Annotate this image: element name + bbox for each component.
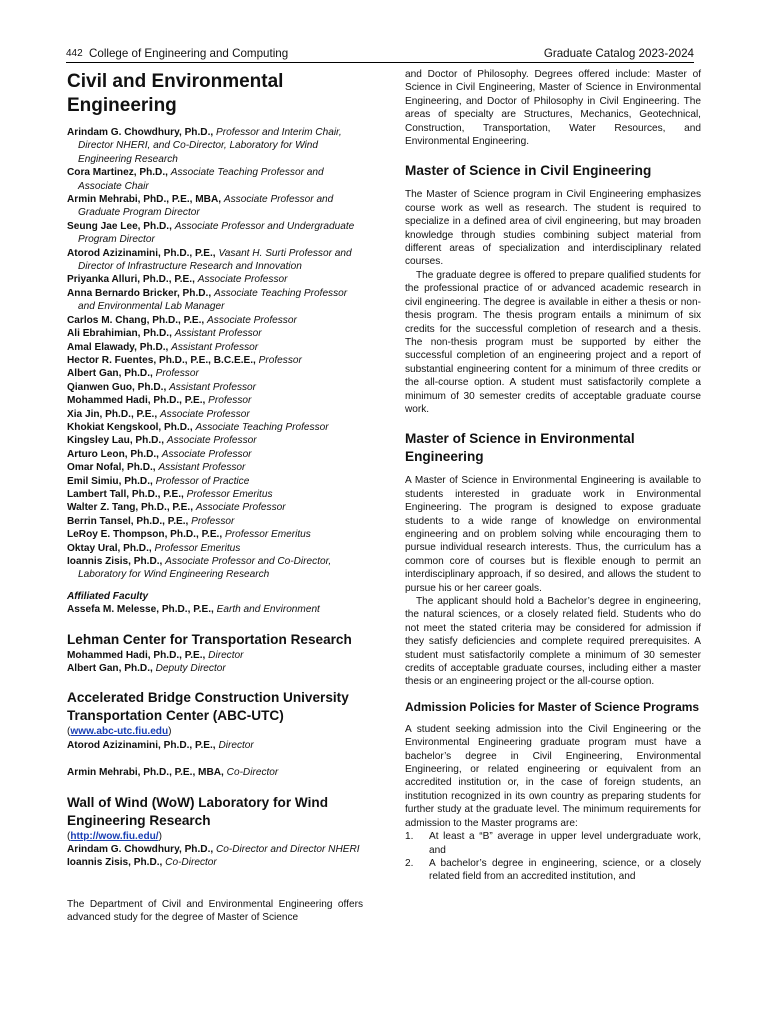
faculty-entry: [67, 381, 363, 394]
department-intro-continued: and Doctor of Philosophy. Degrees offered include: Master of Science in Civil Engineering, Master of Science in Environmental Engineering, and Doctor of Philosophy in Civil Engineering. The areas of specialty are Structures, Mechanics, Geotechnical, Construction, Transportation, Water Resources, and Environmental Engineering.: [405, 69, 701, 148]
faculty-entry: [67, 354, 363, 367]
faculty-entry: [67, 421, 363, 434]
member-role: Professor: [258, 354, 302, 366]
member-role: Professor Emeritus: [186, 488, 273, 500]
member-role: Associate Professor and Graduate Program Director: [78, 194, 334, 219]
member-role: Co-Director: [165, 857, 217, 869]
member-role: Assistant Professor: [169, 381, 257, 393]
member-role: Associate Professor: [161, 448, 252, 460]
member-name: Albert Gan, Ph.D.,: [67, 663, 153, 675]
member-role: Assistant Professor: [158, 462, 246, 474]
faculty-entry: [67, 856, 363, 869]
member-name: Cora Martinez, Ph.D.,: [67, 167, 168, 179]
wow-link[interactable]: http://wow.fiu.edu/: [70, 830, 159, 842]
admission-heading: Admission Policies for Master of Science Programs: [405, 699, 700, 714]
lehman-people: [67, 649, 363, 676]
faculty-entry: [67, 434, 363, 447]
member-role: Professor Emeritus: [224, 529, 311, 541]
member-name: Priyanka Alluri, Ph.D., P.E.,: [67, 274, 195, 286]
member-name: Amal Elawady, Ph.D.,: [67, 341, 169, 353]
member-name: Mohammed Hadi, Ph.D., P.E.,: [67, 395, 206, 407]
member-role: Co-Director and Director NHERI: [216, 844, 360, 856]
member-name: Mohammed Hadi, Ph.D., P.E.,: [67, 649, 206, 661]
msee-heading: Master of Science in Environmental Engineering: [405, 431, 635, 465]
catalog-title: Graduate Catalog 2023-2024: [543, 47, 694, 60]
faculty-entry: [67, 220, 363, 247]
faculty-entry: [67, 649, 363, 662]
admission-paragraph: A student seeking admission into the Civil Engineering or the Environmental Engineering graduate program must have a bachelor’s degree in Civil Engineering, Environmental Engineering, or related engineering or equivalent from an accredited institution or, in the case of foreign students, an institution recognized in its own country as preparing students for further study at the graduate level. The minimum requirements for admission to the Master programs are:: [405, 723, 701, 829]
member-name: Emil Simiu, Ph.D.,: [67, 475, 153, 487]
member-name: Albert Gan, Ph.D.,: [67, 368, 153, 380]
faculty-entry: [67, 515, 363, 528]
faculty-entry: [67, 314, 363, 327]
member-name: Hector R. Fuentes, Ph.D., P.E., B.C.E.E.,: [67, 354, 256, 366]
member-role: Professor: [191, 515, 235, 527]
abc-heading: Accelerated Bridge Construction University Transportation Center (ABC-UTC): [67, 690, 349, 724]
page-number: 442: [66, 48, 83, 59]
faculty-entry: [67, 193, 363, 220]
left-column: Civil and Environmental Engineering Arindam G. Chowdhury, Ph.D., Professor and Interim Chair, Director NHERI, and Co-Director, Laboratory for Wind Engineering Research Cora Martinez, Ph.D., Associate Teaching Professor and Associate Chair Armin Mehrabi, PhD., P.E., MBA, Associate Professor and Graduate Program Director Seung Jae Lee, Ph.D., Associate Professor and Undergraduate Program Director Atorod Azizinamini, Ph.D., P.E., Vasant H. Surti Professor and Director of Infrastructure Research and Innovation Priyanka Alluri, Ph.D., P.E., Associate Professor Anna Bernardo Bricker, Ph.D., Associate Teaching Professor and Environmental Lab Manager Carlos M. Chang, Ph.D., P.E., Associate Professor Ali Ebrahimian, Ph.D., Assistant Professor Amal Elawady, Ph.D., Assistant Professor Hector R. Fuentes, Ph.D., P.E., B.C.E.E., Professor Albert Gan, Ph.D., Professor Qianwen Guo, Ph.D., Assistant Professor Mohammed Hadi, Ph.D., P.E., Professor Xia Jin, Ph.D., P.E., Associate Professor Khokiat Kengskool, Ph.D., Associate Teaching Professor Kingsley Lau, Ph.D., Associate Professor Arturo Leon, Ph.D., Associate Professor Omar Nofal, Ph.D., Assistant Professor Emil Simiu, Ph.D., Professor of Practice Lambert Tall, Ph.D., P.E., Professor Emeritus Walter Z. Tang, Ph.D., P.E., Associate Professor Berrin Tansel, Ph.D., P.E., Professor LeRoy E. Thompson, Ph.D., P.E., Professor Emeritus Oktay Ural, Ph.D., Professor Emeritus Ioannis Zisis, Ph.D., Associate Professor and Co-Director, Laboratory for Wind Engineering Research Affiliated Faculty Assefa M. Melesse, Ph.D., P.E., Earth and Environment Lehman Center for Transportation Research Mohammed Hadi, Ph.D., P.E., Director Albert Gan, Ph.D., Deputy Director Accelerated Bridge Construction University Transportation Center (ABC-UTC) (www.abc-utc.fiu.edu) Atorod Azizinamini, Ph.D., P.E., Director Armin Mehrabi, Ph.D., P.E., MBA, Co-Director Wall of Wind (WoW) Laboratory for Wind Engineering Research (http://wow.fiu.edu/) Arindam G. Chowdhury, Ph.D., Co-Director and Director NHERI Ioannis Zisis, Ph.D., Co-Director The Department of Civil and Environmental Engineering offers advanced study for the degree of Master of Science: [67, 71, 363, 924]
member-role: Associate Professor: [207, 314, 297, 326]
member-name: Anna Bernardo Bricker, Ph.D.,: [67, 287, 212, 299]
member-role: Deputy Director: [155, 663, 226, 675]
member-name: Atorod Azizinamini, Ph.D., P.E.,: [67, 739, 216, 751]
faculty-entry: [67, 488, 363, 501]
faculty-entry: [67, 126, 363, 166]
faculty-entry: [67, 843, 363, 856]
faculty-entry: [67, 327, 363, 340]
member-role: Professor: [155, 368, 199, 380]
member-role: Associate Teaching Professor: [195, 421, 329, 433]
college-name: College of Engineering and Computing: [89, 47, 289, 60]
member-role: Assistant Professor: [174, 328, 262, 340]
member-role: Associate Teaching Professor and Environmental Lab Manager: [78, 287, 348, 313]
faculty-entry: [67, 247, 363, 274]
list-item: 2. A bachelor’s degree in engineering, science, or a closely related field from an accredited institution, and: [405, 857, 701, 883]
affiliated-member: [67, 603, 363, 616]
member-name: Omar Nofal, Ph.D.,: [67, 462, 156, 474]
member-role: Professor: [208, 395, 252, 407]
member-name: Xia Jin, Ph.D., P.E.,: [67, 408, 158, 420]
faculty-entry: [67, 273, 363, 286]
member-role: Associate Teaching Professor and Associate Chair: [78, 167, 324, 192]
member-name: Ioannis Zisis, Ph.D.,: [67, 556, 163, 567]
abc-link[interactable]: www.abc-utc.fiu.edu: [70, 726, 169, 738]
member-name: Arturo Leon, Ph.D.,: [67, 448, 159, 460]
member-name: Carlos M. Chang, Ph.D., P.E.,: [67, 314, 205, 326]
member-role: Director: [218, 739, 254, 751]
member-name: Arindam G. Chowdhury, Ph.D.,: [67, 127, 214, 138]
faculty-entry: [67, 341, 363, 354]
msce-paragraph-2: The graduate degree is offered to prepare qualified students for the professional practice of or advanced academic research in civil engineering. The degree is available in either a thesis or non-thesis program. The thesis program entails a minimum of six credits for the successful completion of research and a thesis. The non-thesis program must be supported by either the successful completion of an engineering project and a report of substantial engineering content for a minimum of three credits or the all-course option. A student must satisfactorily complete a minimum of 30 semester credits of acceptable graduate course work.: [405, 269, 701, 415]
member-name: Seung Jae Lee, Ph.D.,: [67, 220, 172, 232]
member-role: Associate Professor and Undergraduate Program Director: [78, 220, 355, 246]
msee-paragraph-2: The applicant should hold a Bachelor’s degree in engineering, the natural sciences, or a closely related field. Students who do not meet the stated criteria may be considered for admission if they satisfy deficiencies and complete required prerequisites. A student must satisfactorily complete a minimum of 30 semester credits of acceptable graduate courses, including either a master thesis or an engineering project or the all-course option.: [405, 596, 701, 688]
member-name: Lambert Tall, Ph.D., P.E.,: [67, 488, 184, 500]
lehman-heading: Lehman Center for Transportation Research: [67, 631, 352, 647]
member-role: Co-Director: [226, 767, 279, 779]
member-role: Professor Emeritus: [154, 542, 241, 554]
faculty-entry: [67, 448, 363, 461]
member-name: Berrin Tansel, Ph.D., P.E.,: [67, 515, 189, 527]
member-role: Earth and Environment: [216, 604, 320, 616]
member-name: Kingsley Lau, Ph.D.,: [67, 435, 165, 447]
member-name: Atorod Azizinamini, Ph.D., P.E.,: [67, 247, 216, 259]
member-role: Associate Professor: [197, 274, 288, 286]
member-name: Oktay Ural, Ph.D.,: [67, 542, 152, 554]
member-role: Vasant H. Surti Professor and Director of Infrastructure Research and Innovation: [78, 247, 352, 273]
wow-people: [67, 843, 363, 870]
member-name: Ali Ebrahimian, Ph.D.,: [67, 328, 172, 340]
faculty-entry: [67, 475, 363, 488]
wow-heading: Wall of Wind (WoW) Laboratory for Wind Engineering Research: [67, 794, 329, 828]
member-name: Armin Mehrabi, PhD., P.E., MBA,: [67, 194, 222, 206]
faculty-entry: [67, 555, 363, 582]
faculty-entry: [67, 394, 363, 407]
member-role: Associate Professor: [166, 435, 257, 447]
affiliated-heading: Affiliated Faculty: [67, 590, 149, 602]
member-name: Khokiat Kengskool, Ph.D.,: [67, 421, 193, 433]
msce-heading: Master of Science in Civil Engineering: [405, 163, 652, 179]
page-header: [66, 46, 694, 63]
member-role: Professor and Interim Chair, Director NHERI, and Co-Director, Laboratory for Wind Engineering Research: [78, 127, 342, 165]
member-name: Ioannis Zisis, Ph.D.,: [67, 857, 163, 869]
member-role: Director: [208, 649, 244, 661]
faculty-entry: [67, 408, 363, 421]
faculty-entry: [67, 166, 363, 193]
right-column: [405, 68, 701, 884]
faculty-entry: [67, 367, 363, 380]
msce-paragraph-1: The Master of Science program in Civil Engineering emphasizes course work as well as research. The student is required to specialize in a defined area of civil engineering, but may broaden knowledge through studies combining subject material from different areas of specialization and interdisciplinary related courses.: [405, 189, 701, 268]
member-name: LeRoy E. Thompson, Ph.D., P.E.,: [67, 529, 223, 541]
department-intro: The Department of Civil and Environmental Engineering offers advanced study for the degree of Master of Science: [67, 898, 363, 924]
list-item: 1. At least a “B” average in upper level undergraduate work, and: [405, 831, 701, 856]
faculty-entry: [67, 542, 363, 555]
member-name: Assefa M. Melesse, Ph.D., P.E.,: [67, 604, 214, 616]
admission-requirements: [405, 830, 701, 884]
member-role: Associate Professor: [195, 502, 286, 514]
faculty-entry: [67, 528, 363, 541]
abc-director: [67, 739, 363, 752]
member-name: Walter Z. Tang, Ph.D., P.E.,: [67, 502, 194, 514]
member-role: Professor of Practice: [155, 475, 250, 487]
member-name: Armin Mehrabi, Ph.D., P.E., MBA,: [67, 767, 224, 779]
faculty-entry: [67, 501, 363, 514]
msee-paragraph-1: A Master of Science in Environmental Engineering is available to students interested in graduate work in Environmental Engineering. The program is designed to expose graduate students to a wide range of knowledge on environmental engineering and on problem solving while encouraging them to pursue individual research interests. Thus, the curriculum has a common core of courses but is flexible enough to permit an interdisciplinary approach, if so desired, and allows the student to pursue his or her career goals.: [405, 475, 701, 594]
faculty-entry: [67, 662, 363, 675]
page-title: Civil and Environmental Engineering: [67, 71, 284, 116]
member-role: Associate Professor: [159, 408, 250, 420]
member-role: Assistant Professor: [171, 341, 259, 353]
faculty-entry: [67, 461, 363, 474]
faculty-list: [67, 126, 363, 582]
member-role: Associate Professor and Co-Director, Laboratory for Wind Engineering Research: [78, 556, 332, 581]
faculty-entry: [67, 287, 363, 314]
abc-codirector: [67, 766, 363, 779]
member-name: Arindam G. Chowdhury, Ph.D.,: [67, 844, 214, 856]
member-name: Qianwen Guo, Ph.D.,: [67, 381, 167, 393]
